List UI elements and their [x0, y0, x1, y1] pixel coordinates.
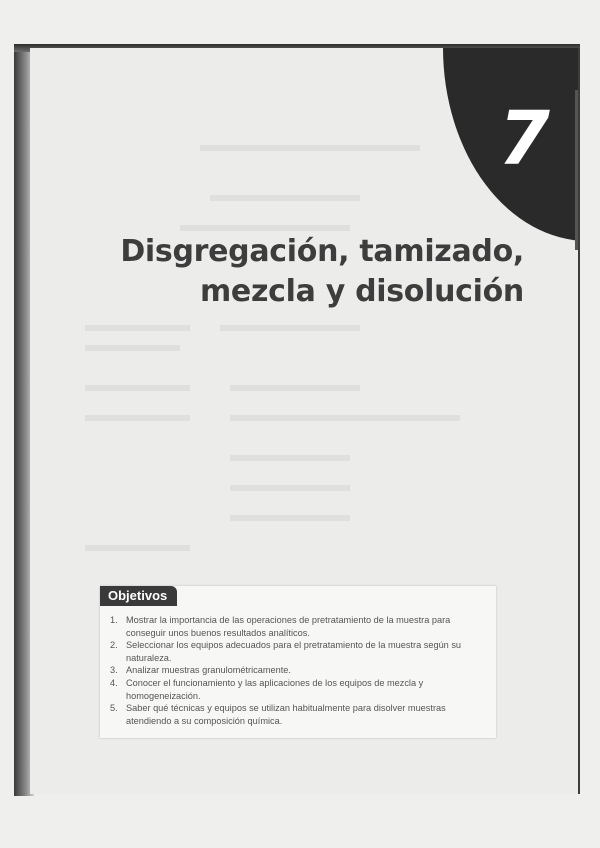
objective-number: 2. — [110, 640, 118, 651]
book-page — [30, 48, 580, 794]
objective-text: Mostrar la importancia de las operaciones de pretratamiento de la muestra para conseguir unos buenos resultados analíticos. — [126, 615, 451, 638]
objective-text: Saber qué técnicas y equipos se utilizan habitualmente para disolver muestras atendiendo a su composición química. — [126, 703, 446, 726]
objective-text: Seleccionar los equipos adecuados para el pretratamiento de la muestra según su naturaleza. — [126, 640, 462, 663]
chapter-title — [94, 232, 524, 312]
objective-text: Analizar muestras granulométricamente. — [126, 665, 291, 676]
objective-number: 3. — [110, 665, 118, 676]
chapter-number: 7 — [498, 96, 550, 182]
objectives-box — [100, 586, 496, 738]
objective-item — [110, 664, 490, 677]
objective-text: Conocer el funcionamiento y las aplicaciones de los equipos de mezcla y homogeneización. — [126, 677, 424, 701]
objectives-heading: Objetivos — [100, 586, 177, 606]
objective-item — [110, 677, 490, 702]
objective-number: 4. — [110, 677, 118, 688]
objective-item — [110, 702, 490, 727]
objective-number: 1. — [110, 615, 118, 625]
chapter-tab-edge — [575, 90, 578, 250]
objective-item — [110, 639, 490, 664]
chapter-title-line-1: Disgregación, tamizado, — [120, 234, 524, 269]
objective-item — [110, 614, 490, 639]
chapter-title-line-2: mezcla y disolución — [199, 274, 524, 309]
objective-number: 5. — [110, 703, 118, 714]
objectives-list — [110, 614, 490, 727]
